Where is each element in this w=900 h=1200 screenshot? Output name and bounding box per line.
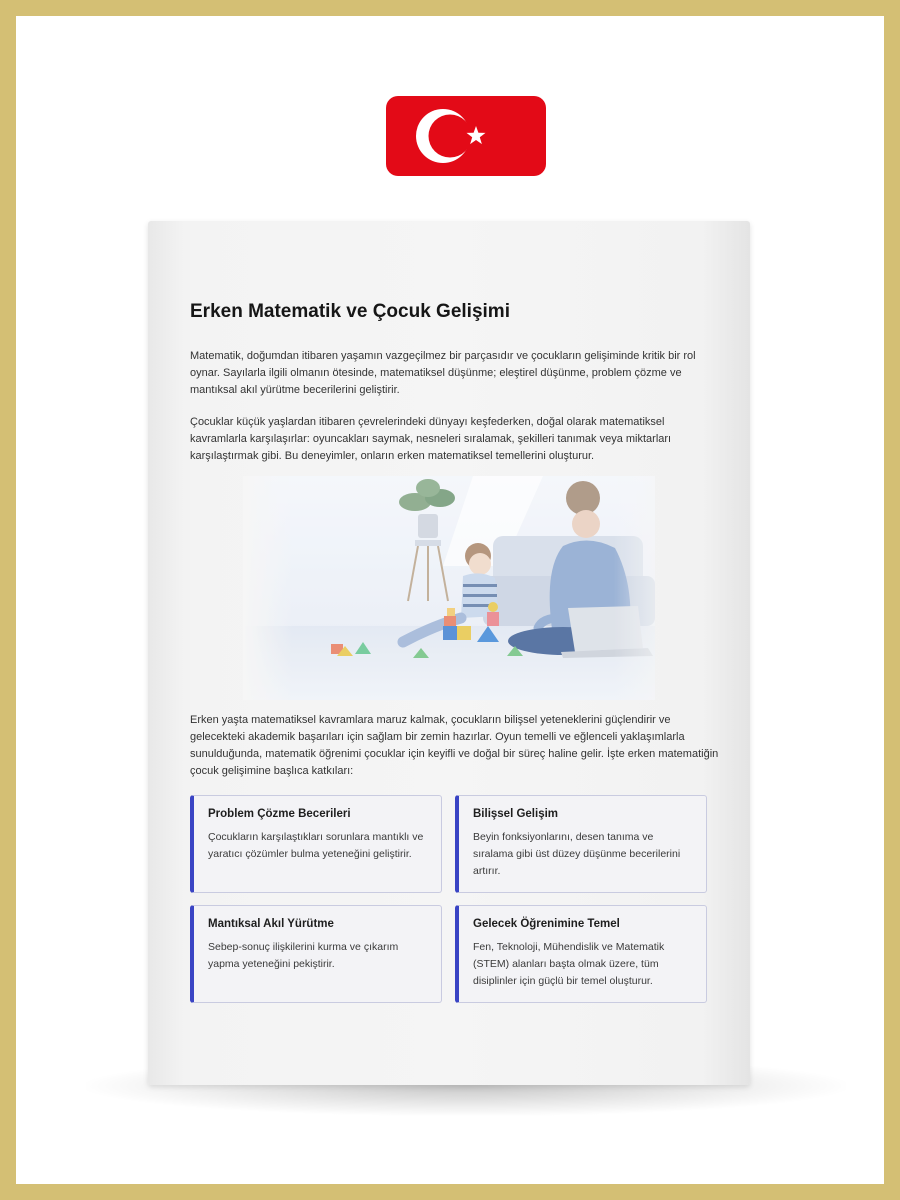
- card-title: Mantıksal Akıl Yürütme: [208, 918, 334, 930]
- card-title: Bilişsel Gelişim: [473, 808, 559, 820]
- intro-paragraph: Matematik, doğumdan itibaren yaşamın vazgeçilmez bir parçasıdır ve çocukların gelişiminde kritik bir rol oynar. Sayılarla ilgili olmanın ötesinde, matematiksel düşünme; eleştirel düşünme, problem çözme ve mantıksal akıl yürütme becerilerini geliştirir.: [190, 350, 696, 396]
- card-future-learning: [455, 905, 707, 1003]
- card-problem-solving: [190, 795, 442, 893]
- card-title: Problem Çözme Becerileri: [208, 808, 351, 820]
- card-text: Beyin fonksiyonlarını, desen tanıma ve sıralama gibi üst düzey düşünme becerilerini artırır.: [473, 831, 681, 877]
- card-text: Sebep-sonuç ilişkilerini kurma ve çıkarım yapma yeteneğini pekiştirir.: [208, 941, 399, 970]
- document-page: [148, 221, 750, 1085]
- card-cognitive-development: [455, 795, 707, 893]
- contribution-paragraph: Erken yaşta matematiksel kavramlara maruz kalmak, çocukların bilişsel yeteneklerini güçlendirir ve gelecekteki akademik başarıları için sağlam bir zemin hazırlar. Oyun temelli ve eğlenceli yaklaşımlarla sunulduğunda, matematik öğrenimi çocuklar için keyifli ve doğal bir süreç haline gelir. İşte erken matematiğin çocuk gelişimine başlıca katkıları:: [190, 714, 719, 777]
- card-text: Çocukların karşılaştıkları sorunlara mantıklı ve yaratıcı çözümler bulma yeteneğini geliştirir.: [208, 831, 424, 860]
- card-title: Gelecek Öğrenimine Temel: [473, 918, 620, 930]
- mother-child-playing-photo: [243, 476, 655, 700]
- exploration-paragraph: Çocuklar küçük yaşlardan itibaren çevrelerindeki dünyayı keşfederken, doğal olarak matematiksel kavramlarla karşılaşırlar: oyuncakları saymak, nesneleri sıralamak, şekilleri tanımak veya miktarları karşılaştırmak gibi. Bu deneyimler, onların erken matematiksel temellerini oluşturur.: [190, 416, 672, 462]
- turkey-flag-icon: [386, 96, 546, 176]
- document-title: Erken Matematik ve Çocuk Gelişimi: [190, 301, 510, 322]
- card-logical-reasoning: [190, 905, 442, 1003]
- card-text: Fen, Teknoloji, Mühendislik ve Matematik (STEM) alanları başta olmak üzere, tüm disiplinler için güçlü bir temel oluşturur.: [473, 941, 665, 987]
